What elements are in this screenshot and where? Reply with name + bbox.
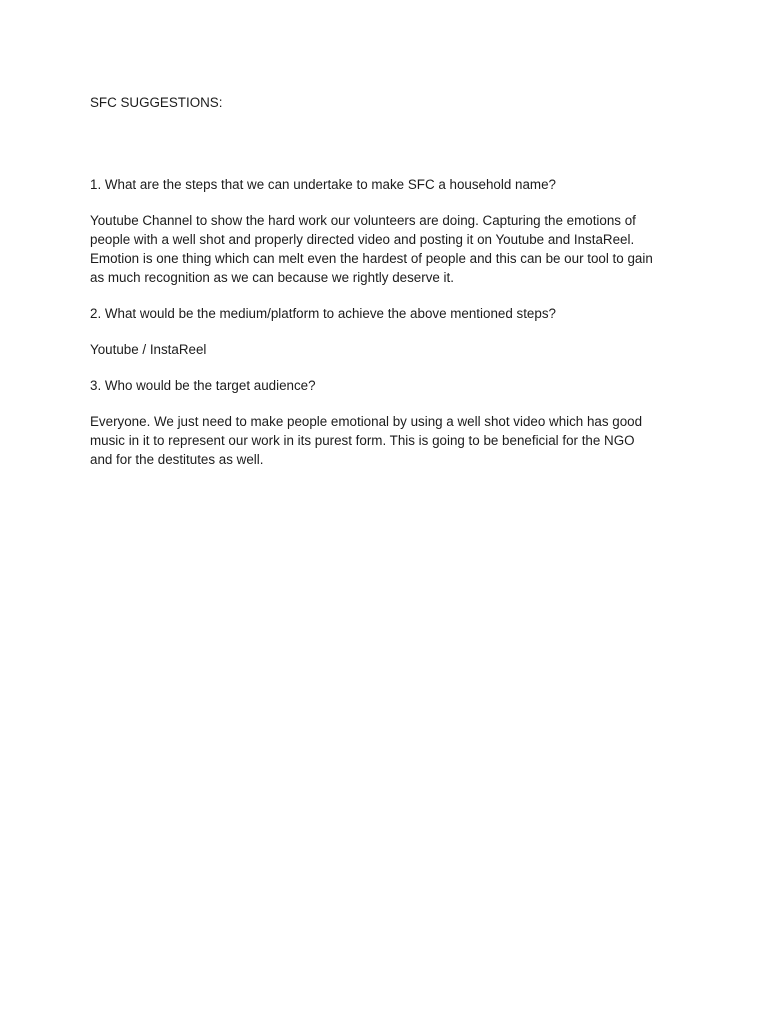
question-1: 1. What are the steps that we can undertake to make SFC a household name? bbox=[90, 177, 556, 192]
document-body bbox=[90, 93, 690, 469]
answer-2: Youtube / InstaReel bbox=[90, 342, 207, 357]
answer-1-line: people with a well shot and properly directed video and posting it on Youtube and InstaReel. bbox=[90, 232, 635, 247]
question-3: 3. Who would be the target audience? bbox=[90, 378, 316, 393]
answer-1-line: Emotion is one thing which can melt even the hardest of people and this can be our tool to gain bbox=[90, 251, 653, 266]
answer-3-line: music in it to represent our work in its purest form. This is going to be beneficial for the NGO bbox=[90, 433, 635, 448]
document-title: SFC SUGGESTIONS: bbox=[90, 95, 223, 110]
answer-1-line: Youtube Channel to show the hard work our volunteers are doing. Capturing the emotions of bbox=[90, 213, 636, 228]
answer-1 bbox=[90, 211, 690, 287]
answer-3-line: Everyone. We just need to make people emotional by using a well shot video which has good bbox=[90, 414, 643, 429]
answer-1-line: as much recognition as we can because we rightly deserve it. bbox=[90, 270, 454, 285]
question-2: 2. What would be the medium/platform to achieve the above mentioned steps? bbox=[90, 306, 556, 321]
answer-3-line: and for the destitutes as well. bbox=[90, 452, 264, 467]
answer-3 bbox=[90, 412, 690, 469]
